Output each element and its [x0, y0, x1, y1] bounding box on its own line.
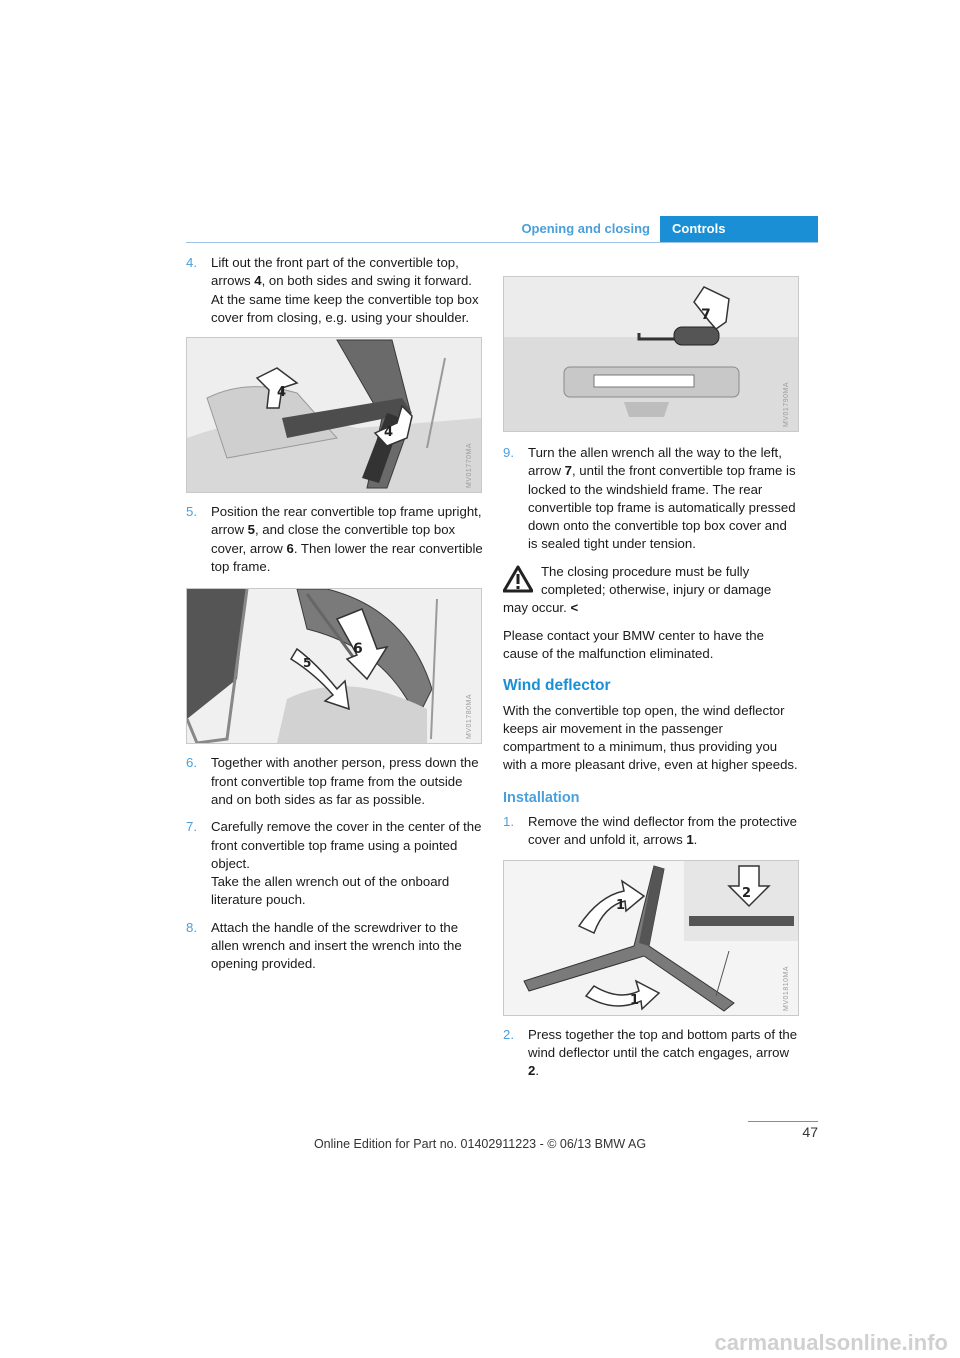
step-7: 7. Carefully remove the cover in the center of the front convertible top frame using a pointed object. Take the allen wrench out of the onboard literature pouch.	[186, 819, 482, 908]
figure-code: MV01790MA	[782, 382, 790, 427]
footer-edition: Online Edition for Part no. 01402911223 - © 06/13 BMW AG	[313, 1137, 647, 1151]
step-number: 6.	[186, 755, 197, 771]
installation-step-2: 2. Press together the top and bottom parts of the wind deflector until the catch engages, arrow 2.	[503, 1026, 798, 1079]
arrow-label: 7	[701, 307, 711, 323]
header-rule	[186, 242, 818, 243]
step-number: 2.	[503, 1026, 514, 1042]
step-number: 8.	[186, 919, 197, 935]
step-4: 4. Lift out the front part of the convertible top, arrows 4, on both sides and swing it forward. At the same time keep the convertible top box cover from closing, e.g. using your shoulder.	[186, 255, 479, 325]
figure-allen-wrench	[503, 276, 799, 432]
figure-code: MV01780MA	[465, 694, 473, 740]
arrow-label: 1	[616, 897, 626, 913]
step-number: 1.	[503, 814, 514, 830]
warning-note	[503, 563, 799, 618]
arrow-label: 4	[277, 385, 287, 401]
right-column	[503, 276, 799, 1090]
warning-triangle-icon	[503, 565, 533, 593]
step-number: 4.	[186, 255, 197, 270]
installation-step-1: 1. Remove the wind deflector from the protective cover and unfold it, arrows 1.	[503, 814, 798, 848]
page-number: 47	[802, 1124, 818, 1140]
figure-rear-frame	[186, 588, 482, 744]
step-9: 9. Turn the allen wrench all the way to the left, arrow 7, until the front convertible top frame is locked to the windshield frame. The rear convertible top frame is automatically pressed down onto the convertible top box cover and is sealed tight under tension.	[503, 445, 796, 552]
subheading-installation: Installation	[503, 789, 580, 806]
page-number-rule	[748, 1121, 818, 1122]
arrow-label: 2	[742, 885, 752, 901]
warning-text: The closing procedure must be fully completed; otherwise, injury or damage may occur.	[503, 563, 772, 616]
figure-wind-deflector	[503, 860, 799, 1016]
step-number: 9.	[503, 445, 514, 460]
section-heading-wind-deflector: Wind deflector	[503, 677, 611, 695]
arrow-label: 6	[353, 641, 363, 658]
figure-code: MV01810MA	[782, 965, 790, 1011]
arrow-label: 1	[630, 992, 640, 1008]
header-chapter-tab: Controls	[660, 216, 818, 242]
contact-paragraph: Please contact your BMW center to have the cause of the malfunction eliminated.	[503, 627, 764, 661]
header-section-title: Opening and closing	[521, 221, 650, 236]
step-number: 5.	[186, 504, 197, 520]
step-6: 6. Together with another person, press down the front convertible top frame from the outside and on both sides as far as possible.	[186, 755, 479, 807]
end-marker: <	[570, 600, 579, 616]
left-column	[186, 254, 486, 983]
arrow-label: 4	[384, 425, 394, 441]
step-8: 8. Attach the handle of the screwdriver to the allen wrench and insert the wrench into the opening provided.	[186, 919, 462, 972]
step-5: 5. Position the rear convertible top frame upright, arrow 5, and close the convertible top box cover, arrow 6. Then lower the rear convertible top frame.	[186, 504, 483, 575]
arrow-label: 5	[303, 656, 312, 671]
figure-code: MV01770MA	[465, 443, 473, 489]
wind-deflector-paragraph: With the convertible top open, the wind deflector keeps air movement in the passenger compartment to a minimum, thus providing you with a more pleasant drive, even at higher speeds.	[503, 702, 798, 773]
figure-lift-top	[186, 337, 482, 493]
watermark: carmanualsonline.info	[714, 1330, 948, 1355]
step-number: 7.	[186, 819, 197, 835]
